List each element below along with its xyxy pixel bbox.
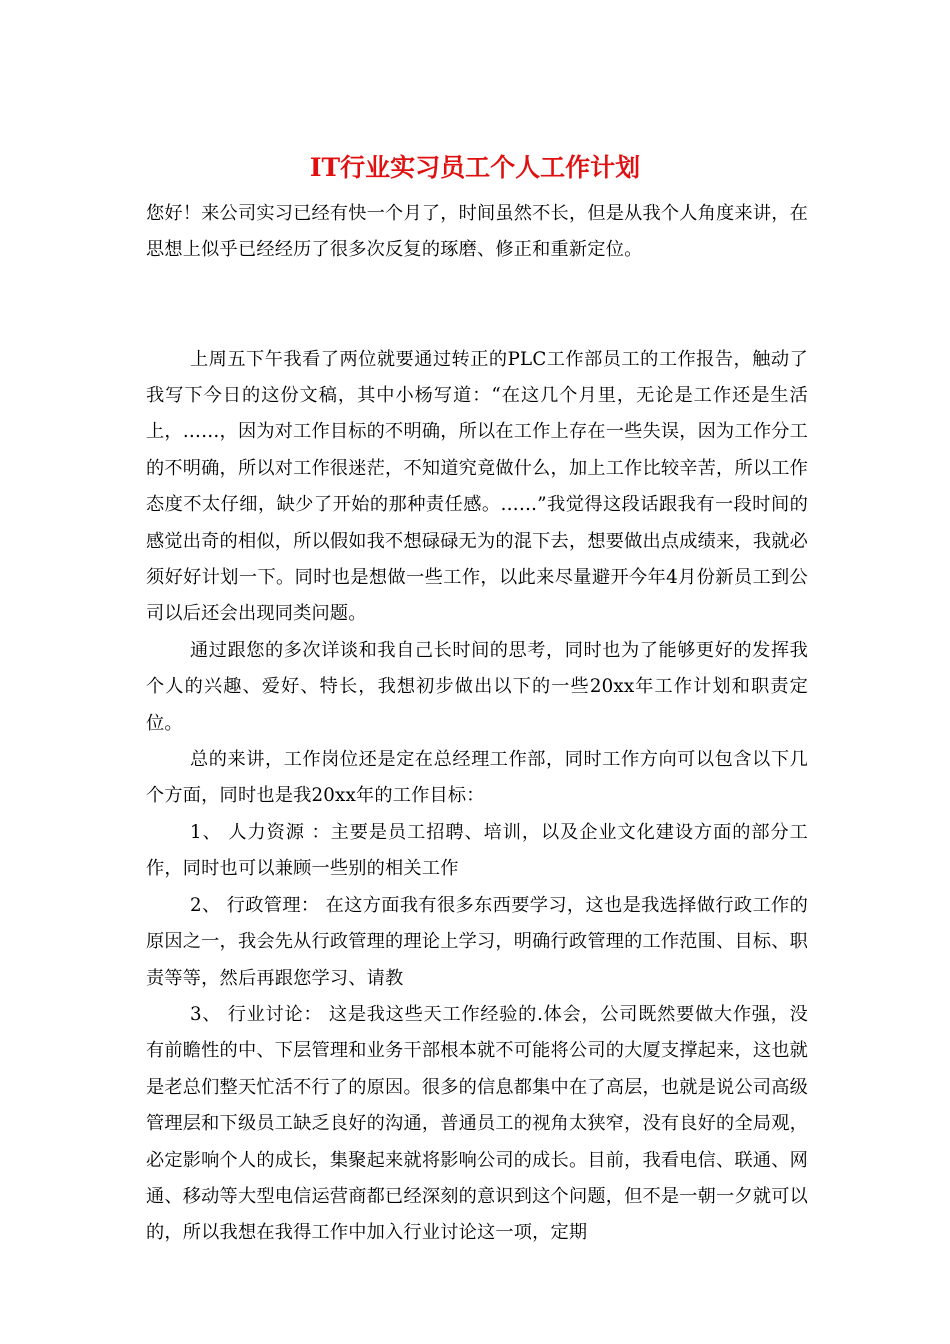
- paragraph-position: 总的来讲，工作岗位还是定在总经理工作部，同时工作方向可以包含以下几个方面，同时也是我20xx年的工作目标：: [146, 749, 808, 807]
- paragraph-plan-intro: 通过跟您的多次详谈和我自己长时间的思考，同时也为了能够更好的发挥我个人的兴趣、爱好、特长，我想初步做出以下的一些20xx年工作计划和职责定位。: [146, 639, 808, 734]
- document-title: IT行业实习员工个人工作计划: [309, 153, 641, 182]
- list-item-hr: 1、 人力资源 ：主要是员工招聘、培训，以及企业文化建设方面的部分工作，同时也可以兼顾一些别的相关工作: [146, 821, 808, 880]
- document-body: [146, 196, 808, 1252]
- paragraph-report: 上周五下午我看了两位就要通过转正的PLC工作部员工的工作报告，触动了我写下今日的这份文稿，其中小杨写道：“在这几个月里，无论是工作还是生活上，……，因为对工作目标的不明确，所以在工作上存在一些失误，因为工作分工的不明确，所以对工作很迷茫，不知道究竟做什么，加上工作比较辛苦，所以工作态度不太仔细，缺少了开始的那种责任感。……”我觉得这段话跟我有一段时间的感觉出奇的相似，所以假如我不想碌碌无为的混下去，想要做出点成绩来，我就必须好好计划一下。同时也是想做一些工作，以此来尽量避开今年4月份新员工到公司以后还会出现同类问题。: [146, 348, 808, 625]
- list-item-industry: 3、 行业讨论： 这是我这些天工作经验的.体会，公司既然要做大作强，没有前瞻性的中、下层管理和业务干部根本就不可能将公司的大厦支撑起来，这也就是老总们整天忙活不行了的原因。很多的信息都集中在了高层，也就是说公司高级管理层和下级员工缺乏良好的沟通，普通员工的视角太狭窄，没有良好的全局观，必定影响个人的成长，集聚起来就将影响公司的成长。目前，我看电信、联通、网通、移动等大型电信运营商都已经深刻的意识到这个问题，但不是一朝一夕就可以的，所以我想在我得工作中加入行业讨论这一项，定期: [146, 1003, 808, 1244]
- paragraph-greeting: 您好！来公司实习已经有快一个月了，时间虽然不长，但是从我个人角度来讲，在思想上似乎已经经历了很多次反复的琢磨、修正和重新定位。: [146, 203, 808, 261]
- list-item-admin: 2、 行政管理： 在这方面我有很多东西要学习，这也是我选择做行政工作的原因之一，我会先从行政管理的理论上学习，明确行政管理的工作范围、目标、职责等等，然后再跟您学习、请教: [146, 894, 808, 989]
- blank-line: [146, 269, 808, 342]
